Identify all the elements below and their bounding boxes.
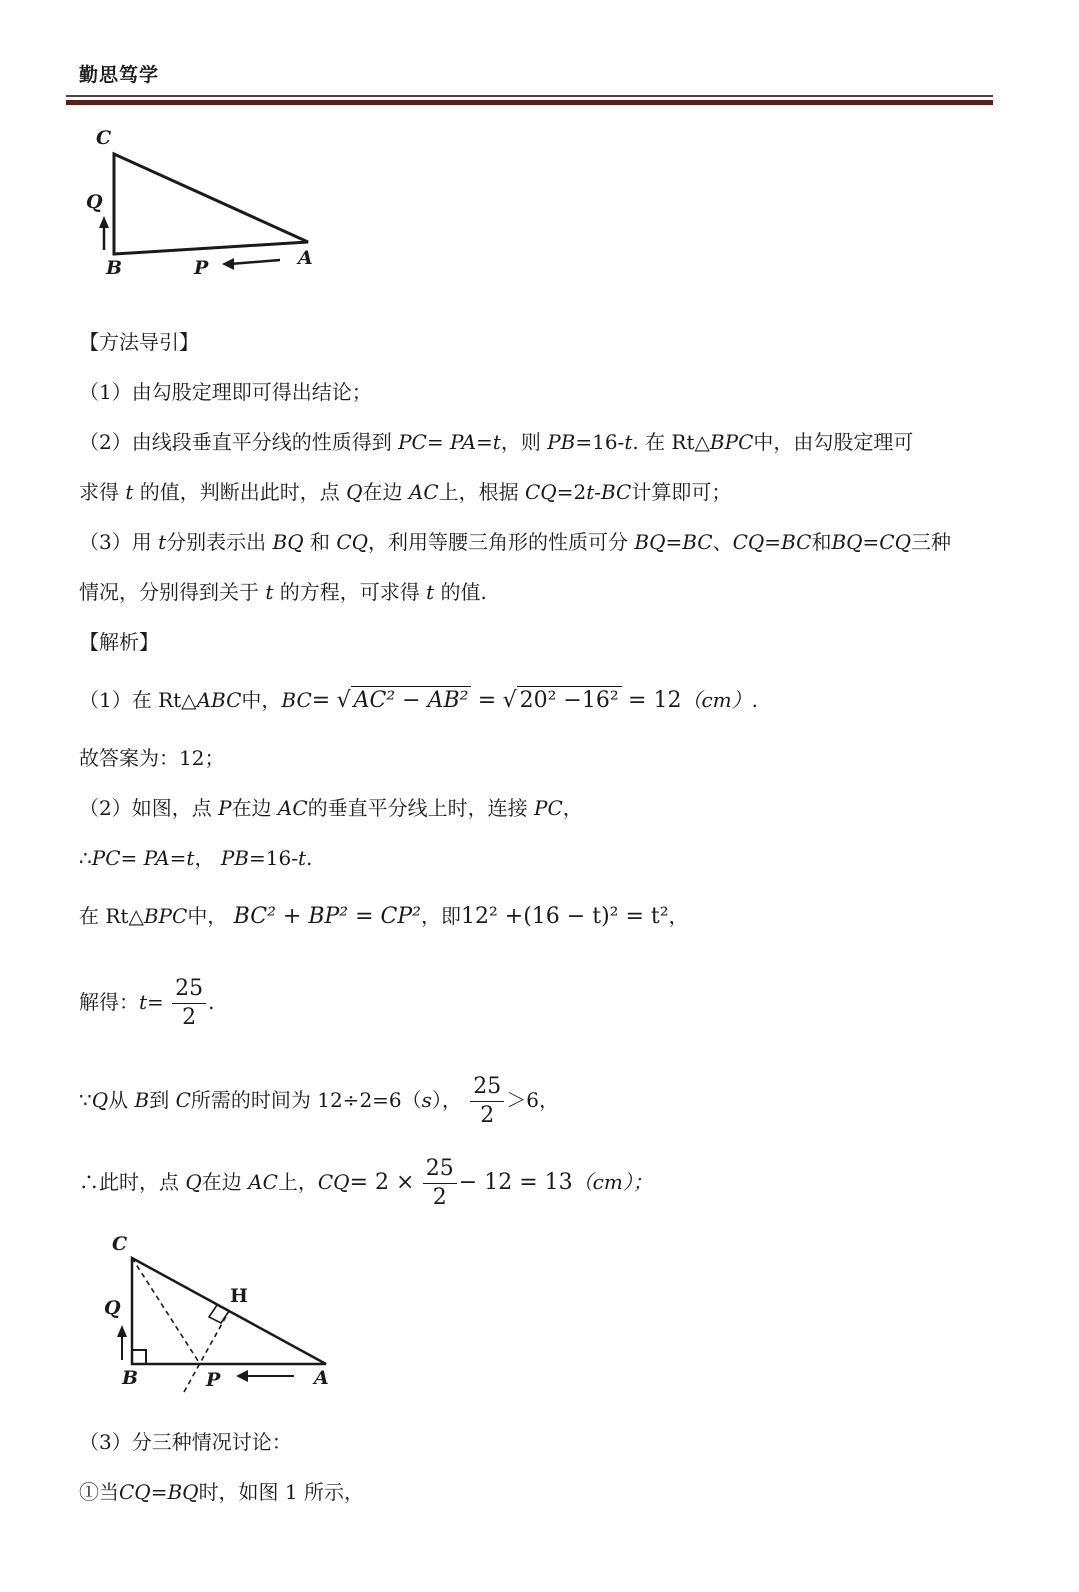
right-angle-b <box>132 1350 146 1364</box>
fraction-25-2 <box>423 1155 457 1212</box>
solution-line-5 <box>79 902 689 931</box>
t: 计算即可； <box>631 480 732 504</box>
label-p: P <box>206 1369 221 1391</box>
t: PC= PA=t <box>398 430 501 454</box>
t: t-BC <box>586 480 632 504</box>
t: = <box>477 688 497 713</box>
t: ①当 <box>79 1480 119 1504</box>
method-line-2 <box>79 428 913 456</box>
t: 在 Rt△ <box>79 904 144 928</box>
t: AC <box>248 1170 278 1194</box>
t: t <box>158 530 167 554</box>
t: CQ <box>525 480 557 504</box>
label-q: Q <box>104 1297 121 1319</box>
t: 三种 <box>911 530 951 554</box>
t: 20² −16² <box>517 686 622 715</box>
t: = <box>147 990 164 1014</box>
t: 的垂直平分线上时，连接 <box>307 796 528 820</box>
t: CQ=BC <box>732 530 812 554</box>
t: t <box>125 480 134 504</box>
label-q: Q <box>86 191 103 213</box>
solution-line-6 <box>79 970 215 1034</box>
label-b: B <box>122 1367 139 1389</box>
t: =2 <box>556 480 587 504</box>
t: t <box>426 580 435 604</box>
t: 12² +(16 − t)² = t² <box>460 904 669 929</box>
t: 25 <box>172 975 206 1004</box>
t: AC <box>408 480 439 504</box>
t: BC <box>281 688 312 712</box>
t: 2 <box>432 1185 447 1210</box>
t: t <box>297 846 306 870</box>
t: BPC <box>143 904 188 928</box>
method-line-4 <box>79 528 951 556</box>
t: （3）用 <box>79 530 152 554</box>
t: （2）由线段垂直平分线的性质得到 <box>79 430 392 454</box>
label-c: C <box>96 127 112 149</box>
t: 分别表示出 <box>166 530 267 554</box>
t: 和 <box>811 530 832 554</box>
t: . <box>208 990 215 1014</box>
t: （cm）； <box>572 1170 653 1194</box>
t: Q <box>91 1088 109 1112</box>
t: BPC <box>709 430 754 454</box>
t: = 12 <box>628 688 682 713</box>
t: 上，根据 <box>438 480 519 504</box>
label-b: B <box>106 257 123 279</box>
method-line-3 <box>79 478 731 506</box>
t: ＞6， <box>506 1088 560 1112</box>
t: CQ <box>317 1170 350 1194</box>
t: ∵ <box>79 1088 92 1112</box>
t: （1）在 Rt△ <box>79 688 197 712</box>
solution-line-7 <box>79 1068 559 1132</box>
t: 上， <box>277 1170 318 1194</box>
t: t <box>265 580 274 604</box>
t: （cm）. <box>681 688 758 712</box>
arrow-p-head <box>236 1370 248 1382</box>
triangle-abc <box>114 154 308 254</box>
t: 解得： <box>79 990 139 1014</box>
t: 中，由勾股定理可 <box>753 430 914 454</box>
t: ，利用等腰三角形的性质可分 <box>368 530 629 554</box>
t: t <box>139 990 148 1014</box>
t: 在边 <box>231 796 272 820</box>
arrow-q-head <box>117 1325 127 1337</box>
header-title: 勤思笃学 <box>79 64 160 86</box>
t: 情况，分别得到关于 <box>79 580 259 604</box>
label-h: H <box>230 1285 248 1307</box>
t: ， <box>668 904 689 928</box>
t: 求得 <box>79 480 119 504</box>
solution-line-10 <box>79 1478 364 1506</box>
solution-line-2: 故答案为：12； <box>79 746 225 770</box>
t: 25 <box>470 1073 504 1102</box>
figure-triangle-1 <box>80 122 330 282</box>
figure-triangle-2 <box>96 1228 346 1398</box>
solution-line-1: （1）在 Rt△ABC中，BC= √ AC² − AB² = √ 20² −16² = 12（cm）. <box>79 688 758 713</box>
t: ，则 <box>500 430 541 454</box>
arrow-q-head <box>99 216 109 228</box>
t: BQ=BC <box>634 530 713 554</box>
t: ABC <box>196 688 242 712</box>
t: P <box>218 796 232 820</box>
t: . 在 Rt△ <box>632 430 710 454</box>
method-line-1: （1）由勾股定理即可得出结论； <box>79 380 372 404</box>
fraction-25-2 <box>172 975 206 1032</box>
t: 在边 <box>362 480 403 504</box>
t: ， <box>194 846 215 870</box>
t: 所需的时间为 12÷2=6（ <box>190 1088 422 1112</box>
t: ，即 <box>420 904 461 928</box>
t: （2）如图，点 <box>79 796 212 820</box>
t: t <box>624 430 633 454</box>
t: ∴此时，点 <box>79 1170 179 1194</box>
dashed-pc <box>132 1258 200 1364</box>
t: . <box>306 846 313 870</box>
header-rule-thick <box>66 100 993 105</box>
t: = 2 × <box>349 1170 415 1195</box>
t: 中， <box>241 688 282 712</box>
arrow-p-head <box>222 258 234 270</box>
t: =16- <box>575 430 625 454</box>
t: C <box>175 1088 191 1112</box>
t: BC² + BP² = CP² <box>233 904 421 929</box>
solution-line-4 <box>79 844 312 872</box>
t: PB <box>220 846 249 870</box>
t: 到 <box>149 1088 170 1112</box>
t: PB <box>547 430 576 454</box>
t: =16- <box>248 846 298 870</box>
label-c: C <box>112 1233 128 1255</box>
t: CQ=BQ <box>119 1480 199 1504</box>
label-a: A <box>314 1367 329 1389</box>
solution-heading: 【解析】 <box>79 630 159 654</box>
t: 从 <box>108 1088 129 1112</box>
t: 的值，判断出此时，点 <box>139 480 340 504</box>
t: 的方程，可求得 <box>279 580 420 604</box>
t: 的值. <box>440 580 487 604</box>
t: BQ <box>272 530 304 554</box>
t: 2 <box>182 1005 197 1030</box>
t: PC <box>534 796 563 820</box>
label-p: P <box>194 257 209 279</box>
right-angle-h <box>209 1305 229 1323</box>
t: PC= PA=t <box>91 846 195 870</box>
arrow-p-shaft <box>230 260 280 264</box>
solution-line-3 <box>79 794 583 822</box>
header-rule-thin <box>66 95 993 97</box>
t: = <box>311 688 331 713</box>
t: B <box>134 1088 150 1112</box>
t: AC² − AB² <box>351 686 472 715</box>
t: 25 <box>423 1155 457 1184</box>
t: 时，如图 1 所示， <box>198 1480 365 1504</box>
t: 2 <box>480 1103 495 1128</box>
solution-line-9: （3）分三种情况讨论： <box>79 1430 292 1454</box>
t: Q <box>185 1170 202 1194</box>
t: Q <box>346 480 363 504</box>
t: 和 <box>309 530 330 554</box>
t: 中， <box>187 904 228 928</box>
label-a: A <box>298 247 313 269</box>
t: 、 <box>712 530 733 554</box>
solution-line-8 <box>79 1150 653 1215</box>
method-heading: 【方法导引】 <box>79 330 199 354</box>
t: 在边 <box>201 1170 242 1194</box>
method-line-5 <box>79 578 487 606</box>
t: ∴ <box>79 846 92 870</box>
t: CQ <box>336 530 369 554</box>
t: ， <box>562 796 583 820</box>
t: BQ=CQ <box>831 530 911 554</box>
t: s <box>421 1088 432 1112</box>
fraction-25-2 <box>470 1073 504 1130</box>
t: − 12 = 13 <box>458 1170 573 1195</box>
t: ）， <box>431 1088 462 1112</box>
t: AC <box>277 796 308 820</box>
